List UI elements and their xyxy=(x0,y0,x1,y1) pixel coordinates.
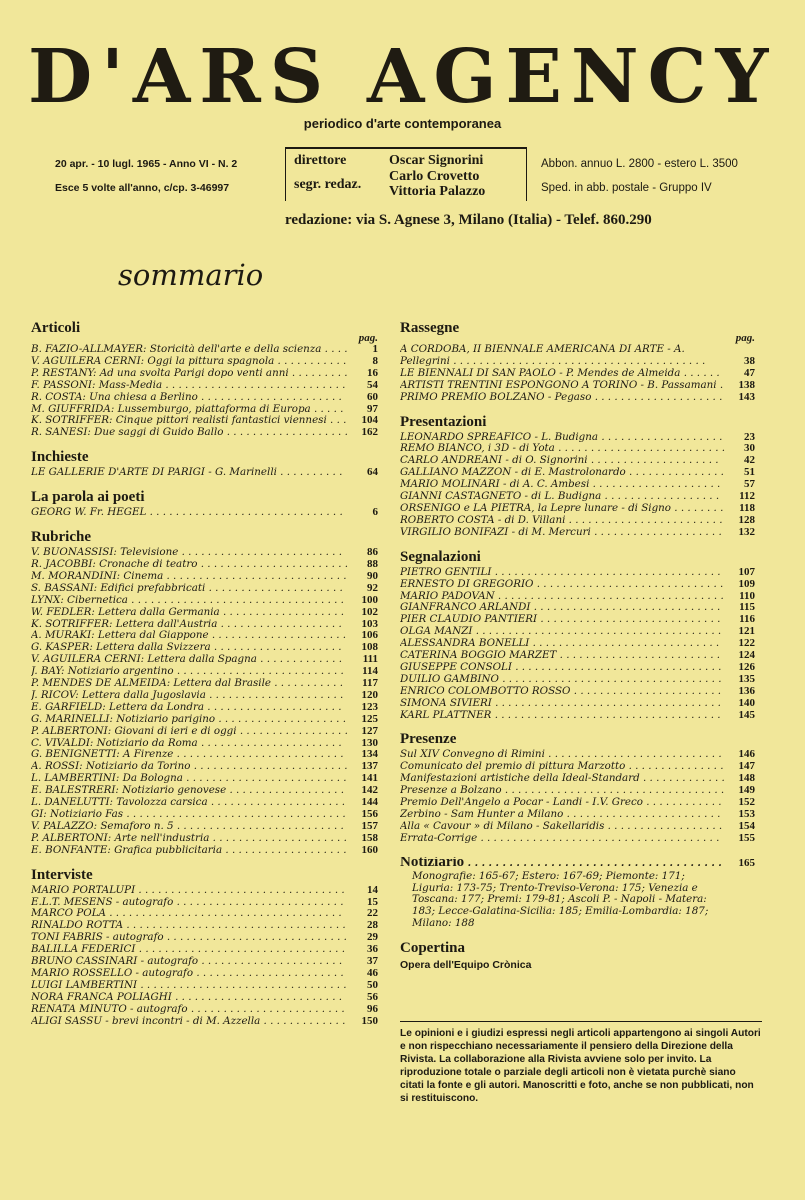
toc-entry-title: TONI FABRIS - autografo xyxy=(31,932,164,944)
toc-entry-page: 114 xyxy=(362,665,378,678)
toc-entry-title: E. BALESTRERI: Notiziario genovese xyxy=(31,785,227,797)
section-title: Interviste xyxy=(31,866,93,883)
toc-entry-title: L. DANELUTTI: Tavolozza carsica xyxy=(31,797,208,809)
toc-entry-page: 142 xyxy=(361,784,378,797)
issue-info xyxy=(55,152,237,200)
toc-entry[interactable] xyxy=(31,583,378,595)
redazione-address: redazione: via S. Agnese 3, Milano (Italia) - Telef. 860.290 xyxy=(285,212,652,228)
toc-entry[interactable] xyxy=(400,761,755,773)
toc-entry[interactable] xyxy=(31,821,378,833)
toc-entry[interactable] xyxy=(31,749,378,761)
toc-entry-page: 120 xyxy=(361,688,378,701)
toc-entry[interactable] xyxy=(31,932,378,944)
toc-entry[interactable] xyxy=(400,344,755,368)
toc-entry[interactable] xyxy=(400,380,755,392)
toc-entry[interactable] xyxy=(400,579,755,591)
toc-entry[interactable] xyxy=(31,885,378,897)
sommario-title: sommario xyxy=(118,258,264,292)
toc-entry-title: L. LAMBERTINI: Da Bologna xyxy=(31,773,183,785)
toc-entry-page: 134 xyxy=(361,748,378,761)
toc-entry[interactable] xyxy=(31,1016,378,1028)
toc-entry[interactable] xyxy=(31,944,378,956)
toc-entry[interactable] xyxy=(31,785,378,797)
toc-entry[interactable] xyxy=(400,638,755,650)
toc-entry-title: BALILLA FEDERICI xyxy=(31,944,136,956)
toc-entry-title: PIER CLAUDIO PANTIERI xyxy=(400,614,538,626)
toc-entry-page: 138 xyxy=(738,378,755,391)
subtitle: periodico d'arte contemporanea xyxy=(303,116,502,131)
toc-entry[interactable] xyxy=(400,614,755,626)
toc-entry-page: 16 xyxy=(367,366,378,379)
toc-entry-title: S. BASSANI: Edifici prefabbricati xyxy=(31,582,206,594)
toc-entry-page: 109 xyxy=(738,577,755,590)
section-articoli xyxy=(31,320,378,439)
toc-entry-page: 36 xyxy=(367,943,378,956)
toc-entry-title: DUILIO GAMBINO xyxy=(400,673,499,685)
toc-entry-page: 46 xyxy=(367,966,378,979)
toc-entry[interactable] xyxy=(31,595,378,607)
toc-entry-page: 147 xyxy=(738,760,755,773)
section-interviste xyxy=(31,867,378,1028)
toc-entry-title: G. BENIGNETTI: A Firenze xyxy=(31,749,174,761)
disclaimer: Le opinioni e i giudizi espressi negli articoli appartengono ai singoli Autori e non rispecchiano necessariamente il pensiero della Direzione della Rivista. La collaborazione alla Rivista avviene solo per invito. La riproduzione totale o parziale degli articoli non è vietata purchè siano citati la fonte e gli autori. Manoscritti e foto, anche se non pubblicati, non si restituiscono. xyxy=(400,1021,762,1105)
toc-right-sections xyxy=(400,320,755,845)
toc-entry-page: 160 xyxy=(361,843,378,856)
toc-entry[interactable] xyxy=(31,738,378,750)
toc-entry[interactable] xyxy=(31,833,378,845)
toc-entry[interactable] xyxy=(400,455,755,467)
toc-entry[interactable] xyxy=(31,654,378,666)
toc-entry-page: 135 xyxy=(738,672,755,685)
toc-entry-page: 104 xyxy=(361,414,378,427)
toc-entry-page: 30 xyxy=(744,442,755,455)
toc-entry-title: REMO BIANCO, i 3D - di Yota xyxy=(400,443,555,455)
toc-entry-title: KARL PLATTNER xyxy=(400,709,492,721)
section-title: Articoli xyxy=(31,320,81,336)
toc-entry-title: MARIO PORTALUPI xyxy=(31,884,136,896)
toc-entry-page: 64 xyxy=(367,466,378,479)
toc-entry[interactable] xyxy=(31,427,378,439)
toc-entry[interactable] xyxy=(400,602,755,614)
toc-entry-page: 107 xyxy=(738,565,755,578)
toc-entry-title: E. GARFIELD: Lettera da Londra xyxy=(31,701,205,713)
subscription-info xyxy=(541,152,738,200)
toc-entry[interactable] xyxy=(400,749,755,761)
toc-entry-title: F. PASSONI: Mass-Media xyxy=(31,379,163,391)
toc-entry[interactable] xyxy=(31,761,378,773)
toc-entry[interactable] xyxy=(31,507,378,519)
section-title: Rassegne xyxy=(400,320,460,336)
section-title: Presentazioni xyxy=(400,413,487,430)
toc-entry-title: CATERINA BOGGIO MARZET xyxy=(400,650,557,662)
toc-entry-title: A CORDOBA, II BIENNALE AMERICANA DI ARTE - A. Pellegrini xyxy=(400,344,685,367)
toc-entry[interactable] xyxy=(31,630,378,642)
toc-entry-title: OLGA MANZI xyxy=(400,626,473,638)
toc-entry-title: P. MENDES DE ALMEIDA: Lettera dal Brasile xyxy=(31,678,271,690)
toc-entry-page: 112 xyxy=(739,490,755,503)
toc-entry-page: 29 xyxy=(367,931,378,944)
section-rubriche xyxy=(31,529,378,857)
toc-entry[interactable] xyxy=(31,690,378,702)
toc-entry-title: SIMONA SIVIERI xyxy=(400,697,492,709)
toc-entry-page: 97 xyxy=(367,402,378,415)
toc-entry-title: ALIGI SASSU - brevi incontri - di M. Azzella xyxy=(31,1015,261,1027)
notiziario-page: 165 xyxy=(738,856,755,869)
toc-entry-page: 117 xyxy=(362,677,378,690)
toc-entry-page: 150 xyxy=(361,1014,378,1027)
section-title: Presenze xyxy=(400,731,457,748)
toc-entry[interactable] xyxy=(400,503,755,515)
toc-entry[interactable] xyxy=(400,443,755,455)
toc-entry[interactable] xyxy=(400,650,755,662)
toc-entry-page: 155 xyxy=(738,831,755,844)
staff-box xyxy=(285,147,527,201)
toc-entry[interactable] xyxy=(400,809,755,821)
toc-entry[interactable] xyxy=(400,479,755,491)
toc-entry[interactable] xyxy=(31,1004,378,1016)
toc-entry-page: 125 xyxy=(361,712,378,725)
toc-entry[interactable] xyxy=(31,992,378,1004)
section-title: Inchieste xyxy=(31,449,89,466)
toc-entry[interactable] xyxy=(400,821,755,833)
toc-entry[interactable] xyxy=(400,686,755,698)
issue-line: 20 apr. - 10 lugl. 1965 - Anno VI - N. 2 xyxy=(55,158,238,170)
toc-entry-title: MARIO ROSSELLO - autografo xyxy=(31,967,194,979)
pag-label: pag. xyxy=(735,332,755,344)
toc-entry-title: ROBERTO COSTA - di D. Villani xyxy=(400,514,566,526)
toc-entry-title: LE GALLERIE D'ARTE DI PARIGI - G. Marinelli xyxy=(31,467,277,479)
toc-entry-title: ORSENIGO e LA PIETRA, la Lepre lunare - di Signo xyxy=(400,502,671,514)
toc-entry-page: 96 xyxy=(367,1002,378,1015)
toc-entry-title: ERNESTO DI GREGORIO xyxy=(400,578,534,590)
toc-entry-title: GIUSEPPE CONSOLI xyxy=(400,661,512,673)
section-segnalazioni xyxy=(400,549,755,722)
toc-entry-title: V. PALAZZO: Semaforo n. 5 xyxy=(31,820,174,832)
toc-entry[interactable] xyxy=(400,491,755,503)
toc-entry[interactable] xyxy=(31,547,378,559)
toc-entry[interactable] xyxy=(400,710,755,722)
notiziario-heading[interactable] xyxy=(400,857,755,870)
toc-entry-page: 51 xyxy=(744,466,755,479)
toc-entry-title: E.L.T. MESENS - autografo xyxy=(31,896,174,908)
toc-entry[interactable] xyxy=(31,980,378,992)
toc-entry-page: 156 xyxy=(361,808,378,820)
toc-entry-title: LEONARDO SPREAFICO - L. Budigna xyxy=(400,431,599,443)
toc-entry[interactable] xyxy=(31,678,378,690)
abbonamento: Abbon. annuo L. 2800 - estero L. 3500 xyxy=(541,158,738,170)
toc-entry-title: ARTISTI TRENTINI ESPONGONO A TORINO - B. Passamani xyxy=(400,379,717,391)
toc-entry-page: 145 xyxy=(738,708,755,721)
toc-entry-page: 153 xyxy=(738,808,755,820)
toc-entry-title: R. COSTA: Una chiesa a Berlino xyxy=(31,391,198,403)
toc-entry[interactable] xyxy=(31,845,378,857)
toc-right-column xyxy=(400,320,755,971)
toc-entry-page: 121 xyxy=(738,625,755,638)
toc-entry-title: Manifestazioni artistiche della Ideal-Standard xyxy=(400,773,640,785)
toc-entry-page: 100 xyxy=(361,593,378,606)
toc-entry-page: 140 xyxy=(738,696,755,709)
toc-entry-page: 132 xyxy=(738,525,755,538)
toc-entry-title: A. ROSSI: Notiziario da Torino xyxy=(31,761,191,773)
toc-entry[interactable] xyxy=(31,920,378,932)
toc-entry[interactable] xyxy=(31,773,378,785)
toc-entry-page: 103 xyxy=(361,617,378,630)
toc-entry-page: 141 xyxy=(361,772,378,785)
toc-entry-title: V. BUONASSISI: Televisione xyxy=(31,547,179,559)
toc-entry-page: 22 xyxy=(367,907,378,920)
direttore-name: Oscar Signorini xyxy=(389,153,484,168)
toc-entry-title: GALLIANO MAZZON - di E. Mastrolonardo xyxy=(400,467,626,479)
toc-entry-page: 126 xyxy=(738,660,755,673)
toc-entry-page: 23 xyxy=(744,430,755,443)
toc-entry-page: 14 xyxy=(367,883,378,896)
toc-entry[interactable] xyxy=(31,908,378,920)
toc-entry-title: J. RICOV: Lettera dalla Jugoslavia xyxy=(31,689,206,701)
toc-entry[interactable] xyxy=(31,809,378,821)
toc-entry-title: W. FEDLER: Lettera dalla Germania xyxy=(31,606,220,618)
masthead-title: D'ARS AGENCY xyxy=(28,34,778,120)
pag-label: pag. xyxy=(358,332,378,344)
toc-entry[interactable] xyxy=(31,726,378,738)
toc-entry-title: LUIGI LAMBERTINI xyxy=(31,979,138,991)
toc-entry-page: 152 xyxy=(738,796,755,809)
toc-entry[interactable] xyxy=(31,619,378,631)
toc-entry-title: VIRGILIO BONIFAZI - di M. Mercuri xyxy=(400,526,591,538)
toc-entry-title: Comunicato del premio di pittura Marzotto xyxy=(400,761,626,773)
toc-entry-title: LYNX: Cibernetica xyxy=(31,594,128,606)
toc-entry-page: 102 xyxy=(361,605,378,618)
toc-entry[interactable] xyxy=(31,642,378,654)
toc-entry-title: M. GIUFFRIDA: Lussemburgo, piattaforma di Europa xyxy=(31,403,311,415)
toc-entry[interactable] xyxy=(31,415,378,427)
notiziario-title: Notiziario xyxy=(400,856,465,870)
toc-entry-page: 42 xyxy=(744,454,755,467)
toc-entry-title: M. MORANDINI: Cinema xyxy=(31,570,164,582)
toc-entry-page: 60 xyxy=(367,390,378,403)
toc-entry-title: Presenze a Bolzano xyxy=(400,785,502,797)
toc-entry-page: 116 xyxy=(739,613,755,626)
toc-entry-page: 157 xyxy=(361,819,378,832)
toc-entry-title: Sul XIV Convegno di Rimini xyxy=(400,749,545,761)
toc-entry-page: 123 xyxy=(361,700,378,713)
toc-entry-page: 8 xyxy=(372,354,378,367)
toc-entry-page: 1 xyxy=(372,343,378,355)
toc-entry[interactable] xyxy=(31,714,378,726)
toc-entry[interactable] xyxy=(31,797,378,809)
toc-entry-page: 57 xyxy=(744,478,755,491)
toc-entry-title: R. SANESI: Due saggi di Guido Ballo xyxy=(31,427,224,439)
toc-entry-title: BRUNO CASSINARI - autografo xyxy=(31,956,199,968)
section-presenze xyxy=(400,731,755,844)
toc-entry-page: 38 xyxy=(744,354,755,367)
toc-entry[interactable] xyxy=(31,380,378,392)
toc-entry-title: C. VIVALDI: Notiziario da Roma xyxy=(31,737,198,749)
frequency-line: Esce 5 volte all'anno, c/cp. 3-46997 xyxy=(55,182,230,194)
toc-entry-title: V. AGUILERA CERNI: Oggi la pittura spagnola xyxy=(31,355,275,367)
toc-entry-page: 90 xyxy=(367,569,378,582)
toc-entry-title: E. BONFANTE: Grafica pubblicitaria xyxy=(31,844,223,856)
section-inchieste xyxy=(31,449,378,479)
toc-entry[interactable] xyxy=(31,571,378,583)
section-presentazioni xyxy=(400,414,755,539)
toc-entry-title: RINALDO ROTTA xyxy=(31,920,124,932)
section-la-parola-ai-poeti xyxy=(31,489,378,519)
toc-entry-title: Alla « Cavour » di Milano - Sakellaridis xyxy=(400,820,605,832)
toc-entry-page: 136 xyxy=(738,684,755,697)
toc-entry-title: GEORG W. Fr. HEGEL xyxy=(31,507,147,519)
toc-entry-page: 118 xyxy=(739,501,755,514)
toc-entry[interactable] xyxy=(31,344,378,356)
toc-entry-title: A. MURAKI: Lettera dal Giappone xyxy=(31,630,209,642)
toc-entry-page: 108 xyxy=(361,641,378,654)
redaz-role: segr. redaz. xyxy=(294,177,362,192)
toc-entry-page: 88 xyxy=(367,557,378,570)
toc-entry-page: 122 xyxy=(738,637,755,650)
toc-entry[interactable] xyxy=(31,607,378,619)
toc-entry[interactable] xyxy=(400,797,755,809)
toc-entry-title: RENATA MINUTO - autografo xyxy=(31,1003,188,1015)
toc-entry-page: 92 xyxy=(367,581,378,594)
toc-entry-page: 154 xyxy=(738,819,755,832)
toc-entry-page: 86 xyxy=(367,546,378,559)
toc-entry-title: B. FAZIO-ALLMAYER: Storicità dell'arte e della scienza xyxy=(31,344,322,356)
spedizione: Sped. in abb. postale - Gruppo IV xyxy=(541,182,712,194)
toc-entry-page: 50 xyxy=(367,978,378,991)
toc-entry[interactable] xyxy=(31,467,378,479)
direttore-role: direttore xyxy=(294,153,347,168)
toc-entry[interactable] xyxy=(31,956,378,968)
toc-entry-page: 149 xyxy=(738,784,755,797)
toc-entry[interactable] xyxy=(400,515,755,527)
toc-entry-title: P. RESTANY: Ad una svolta Parigi dopo venti anni xyxy=(31,367,289,379)
toc-entry[interactable] xyxy=(31,702,378,714)
toc-entry-page: 137 xyxy=(361,760,378,773)
toc-entry[interactable] xyxy=(31,404,378,416)
toc-entry-title: Zerbino - Sam Hunter a Milano xyxy=(400,809,564,821)
toc-entry-page: 162 xyxy=(361,426,378,439)
toc-entry-title: LE BIENNALI DI SAN PAOLO - P. Mendes de Almeida xyxy=(400,367,681,379)
toc-entry-page: 56 xyxy=(367,990,378,1003)
copertina-text: Opera dell'Equipo Crònica xyxy=(400,959,532,972)
toc-entry-page: 28 xyxy=(367,919,378,932)
toc-entry-title: MARIO MOLINARI - di A. C. Ambesi xyxy=(400,479,590,491)
toc-entry[interactable] xyxy=(31,897,378,909)
toc-entry-title: K. SOTRIFFER: Cinque pittori realisti fantastici viennesi xyxy=(31,415,327,427)
toc-entry-page: 54 xyxy=(367,378,378,391)
toc-entry-title: P. ALBERTONI: Giovani di ieri e di oggi xyxy=(31,725,237,737)
toc-entry[interactable] xyxy=(31,666,378,678)
toc-entry-title: V. AGUILERA CERNI: Lettera dalla Spagna xyxy=(31,654,257,666)
notiziario-details: Monografie: 165-67; Estero: 167-69; Piemonte: 171; Liguria: 173-75; Trento-Treviso-Verona: 175; Venezia e Toscana: 177; Premi: 179-81; Ascoli P. - Napoli - Matera: 183; Lecce-Galatina-Sicilia: 185; Emilia-Lombardia: 187; Milano: 188 xyxy=(412,869,709,930)
toc-entry-title: K. SOTRIFFER: Lettera dall'Austria xyxy=(31,618,218,630)
notiziario-section xyxy=(400,857,755,930)
toc-entry[interactable] xyxy=(31,368,378,380)
toc-entry-page: 143 xyxy=(738,390,755,403)
section-title: Rubriche xyxy=(31,529,91,546)
toc-entry-page: 37 xyxy=(367,955,378,968)
toc-entry[interactable] xyxy=(400,567,755,579)
toc-entry-title: G. MARINELLI: Notiziario parigino xyxy=(31,713,216,725)
toc-entry-title: G. KASPER: Lettera dalla Svizzera xyxy=(31,642,211,654)
toc-entry-page: 130 xyxy=(361,736,378,749)
toc-entry-page: 127 xyxy=(361,724,378,737)
section-title: La parola ai poeti xyxy=(31,489,145,506)
toc-entry-page: 144 xyxy=(361,796,378,809)
toc-entry[interactable] xyxy=(400,467,755,479)
copertina-section xyxy=(400,940,755,971)
section-rassegne xyxy=(400,320,755,404)
toc-entry[interactable] xyxy=(400,368,755,380)
toc-entry-page: 111 xyxy=(362,653,378,666)
toc-entry[interactable] xyxy=(400,785,755,797)
toc-entry[interactable] xyxy=(400,674,755,686)
toc-entry[interactable] xyxy=(31,968,378,980)
toc-entry[interactable] xyxy=(31,559,378,571)
toc-entry[interactable] xyxy=(31,392,378,404)
toc-entry-page: 115 xyxy=(739,601,755,614)
toc-entry-title: NORA FRANCA POLIAGHI xyxy=(31,991,172,1003)
toc-entry-page: 47 xyxy=(744,366,755,379)
toc-entry[interactable] xyxy=(400,392,755,404)
redaz-name-1: Carlo Crovetto xyxy=(389,169,480,184)
toc-entry[interactable] xyxy=(400,662,755,674)
toc-entry-title: Errata-Corrige xyxy=(400,832,478,844)
toc-entry-title: GI: Notiziario Fas xyxy=(31,809,124,821)
toc-entry-page: 148 xyxy=(738,772,755,785)
toc-entry-title: ALESSANDRA BONELLI xyxy=(400,638,530,650)
toc-entry-title: CARLO ANDREANI - di O. Signorini xyxy=(400,455,588,467)
toc-entry-title: PRIMO PREMIO BOLZANO - Pegaso xyxy=(400,391,592,403)
toc-entry-page: 124 xyxy=(738,649,755,662)
toc-entry[interactable] xyxy=(400,591,755,603)
toc-entry-title: PIETRO GENTILI xyxy=(400,566,492,578)
toc-entry[interactable] xyxy=(400,833,755,845)
toc-entry[interactable] xyxy=(400,698,755,710)
toc-entry-title: GIANNI CASTAGNETO - di L. Budigna xyxy=(400,491,602,503)
toc-entry-title: GIANFRANCO ARLANDI xyxy=(400,602,531,614)
toc-entry[interactable] xyxy=(400,432,755,444)
toc-left-column xyxy=(31,320,378,1028)
copertina-title: Copertina xyxy=(400,940,465,957)
toc-entry-title: MARIO PADOVAN xyxy=(400,590,495,602)
toc-entry-title: R. JACOBBI: Cronache di teatro xyxy=(31,558,198,570)
toc-entry-page: 15 xyxy=(367,895,378,908)
toc-entry-page: 6 xyxy=(372,506,378,519)
toc-entry-title: ENRICO COLOMBOTTO ROSSO xyxy=(400,685,571,697)
toc-entry-title: J. BAY: Notiziario argentino xyxy=(31,666,174,678)
toc-entry-page: 110 xyxy=(739,589,755,602)
toc-entry[interactable] xyxy=(400,527,755,539)
toc-entry-page: 128 xyxy=(738,513,755,526)
toc-entry-title: Premio Dell'Angelo a Pocar - Landi - I.V. Greco xyxy=(400,797,643,809)
toc-entry-title: MARCO POLA xyxy=(31,908,106,920)
redaz-name-2: Vittoria Palazzo xyxy=(389,184,486,199)
toc-entry-title: P. ALBERTONI: Arte nell'industria xyxy=(31,832,210,844)
toc-entry-page: 158 xyxy=(361,831,378,844)
toc-entry[interactable] xyxy=(31,356,378,368)
toc-entry-page: 106 xyxy=(361,629,378,642)
toc-entry[interactable] xyxy=(400,626,755,638)
section-title: Segnalazioni xyxy=(400,548,481,565)
toc-entry[interactable] xyxy=(400,773,755,785)
toc-entry-page: 146 xyxy=(738,748,755,761)
